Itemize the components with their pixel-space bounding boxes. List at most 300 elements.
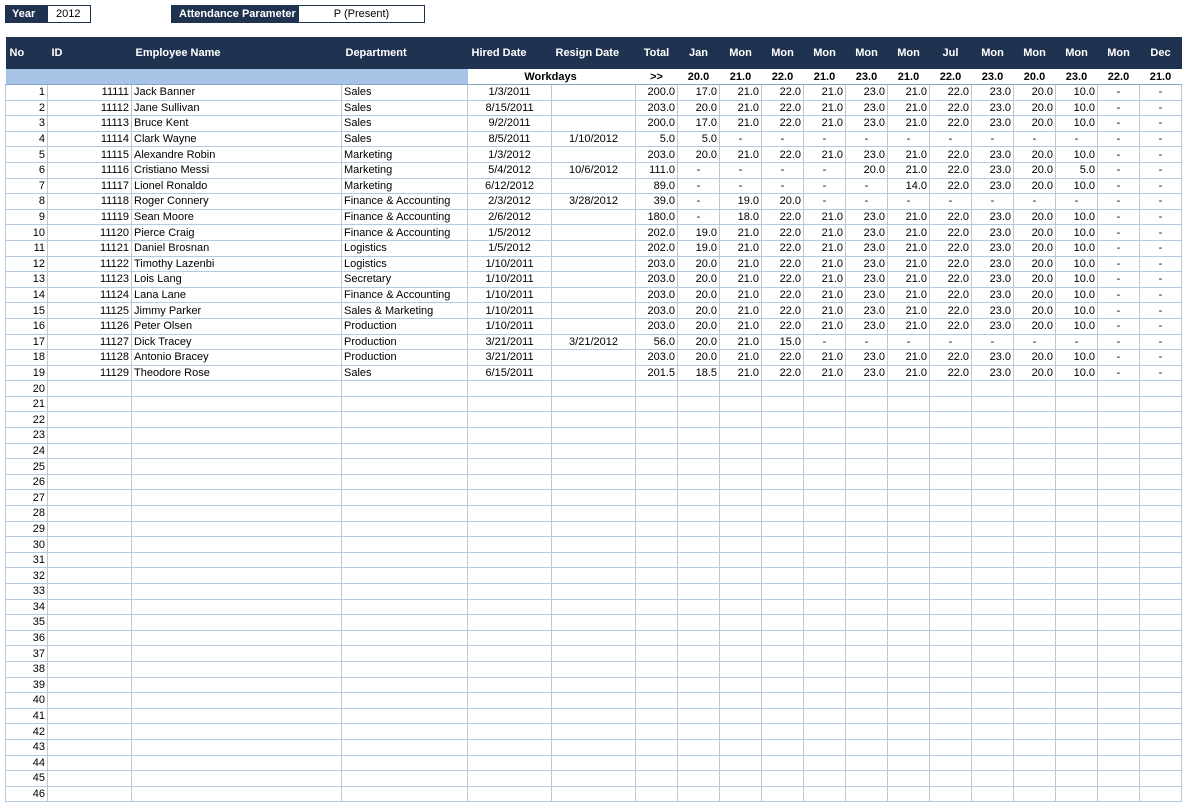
- empty-cell[interactable]: [930, 786, 972, 802]
- empty-cell[interactable]: [552, 693, 636, 709]
- employee-id-cell[interactable]: 11112: [48, 100, 132, 116]
- empty-cell[interactable]: [762, 677, 804, 693]
- total-cell[interactable]: 203.0: [636, 350, 678, 366]
- empty-cell[interactable]: [342, 396, 468, 412]
- month-cell[interactable]: 10.0: [1056, 303, 1098, 319]
- empty-cell[interactable]: [132, 661, 342, 677]
- month-cell[interactable]: 10.0: [1056, 209, 1098, 225]
- workdays-cell[interactable]: 22.0: [930, 69, 972, 85]
- empty-cell[interactable]: [972, 771, 1014, 787]
- month-cell[interactable]: -: [1098, 162, 1140, 178]
- empty-cell[interactable]: [762, 521, 804, 537]
- empty-cell[interactable]: [930, 568, 972, 584]
- month-cell[interactable]: 23.0: [846, 287, 888, 303]
- hired-date-cell[interactable]: 5/4/2012: [468, 162, 552, 178]
- empty-cell[interactable]: [804, 646, 846, 662]
- empty-cell[interactable]: [552, 474, 636, 490]
- empty-cell[interactable]: [636, 739, 678, 755]
- workdays-cell[interactable]: 21.0: [888, 69, 930, 85]
- empty-cell[interactable]: [468, 661, 552, 677]
- empty-cell[interactable]: [48, 786, 132, 802]
- empty-cell[interactable]: [846, 615, 888, 631]
- empty-cell[interactable]: [762, 381, 804, 397]
- month-cell[interactable]: 21.0: [804, 100, 846, 116]
- resign-date-cell[interactable]: [552, 350, 636, 366]
- empty-cell[interactable]: [1098, 786, 1140, 802]
- empty-cell[interactable]: [48, 599, 132, 615]
- empty-cell[interactable]: [678, 630, 720, 646]
- resign-date-cell[interactable]: [552, 240, 636, 256]
- row-number-cell[interactable]: 6: [6, 162, 48, 178]
- empty-cell[interactable]: [342, 381, 468, 397]
- empty-cell[interactable]: [342, 584, 468, 600]
- resign-date-cell[interactable]: [552, 303, 636, 319]
- empty-cell[interactable]: [972, 646, 1014, 662]
- row-number-cell[interactable]: 26: [6, 474, 48, 490]
- empty-cell[interactable]: [342, 506, 468, 522]
- employee-name-cell[interactable]: Jane Sullivan: [132, 100, 342, 116]
- month-cell[interactable]: -: [1098, 131, 1140, 147]
- empty-cell[interactable]: [762, 428, 804, 444]
- header-cell[interactable]: Resign Date: [552, 37, 636, 69]
- empty-cell[interactable]: [678, 381, 720, 397]
- employee-name-cell[interactable]: Roger Connery: [132, 194, 342, 210]
- empty-cell[interactable]: [468, 552, 552, 568]
- empty-cell[interactable]: [1140, 615, 1182, 631]
- empty-cell[interactable]: [1098, 490, 1140, 506]
- month-cell[interactable]: 23.0: [972, 272, 1014, 288]
- month-cell[interactable]: 21.0: [888, 209, 930, 225]
- employee-id-cell[interactable]: 11120: [48, 225, 132, 241]
- empty-cell[interactable]: [1056, 630, 1098, 646]
- empty-cell[interactable]: [132, 490, 342, 506]
- month-cell[interactable]: 20.0: [1014, 318, 1056, 334]
- empty-cell[interactable]: [552, 771, 636, 787]
- month-cell[interactable]: -: [1098, 225, 1140, 241]
- resign-date-cell[interactable]: [552, 365, 636, 381]
- resign-date-cell[interactable]: [552, 178, 636, 194]
- empty-cell[interactable]: [552, 584, 636, 600]
- empty-cell[interactable]: [972, 381, 1014, 397]
- empty-cell[interactable]: [888, 490, 930, 506]
- row-number-cell[interactable]: 46: [6, 786, 48, 802]
- month-cell[interactable]: 20.0: [678, 287, 720, 303]
- empty-cell[interactable]: [804, 771, 846, 787]
- empty-cell[interactable]: [1140, 693, 1182, 709]
- empty-cell[interactable]: [972, 661, 1014, 677]
- empty-cell[interactable]: [1014, 490, 1056, 506]
- empty-cell[interactable]: [132, 646, 342, 662]
- month-cell[interactable]: 23.0: [972, 85, 1014, 101]
- empty-cell[interactable]: [48, 459, 132, 475]
- empty-cell[interactable]: [804, 739, 846, 755]
- empty-cell[interactable]: [636, 474, 678, 490]
- total-cell[interactable]: 201.5: [636, 365, 678, 381]
- month-cell[interactable]: -: [804, 131, 846, 147]
- month-cell[interactable]: 21.0: [804, 209, 846, 225]
- month-cell[interactable]: -: [1098, 194, 1140, 210]
- empty-cell[interactable]: [1098, 474, 1140, 490]
- empty-cell[interactable]: [342, 599, 468, 615]
- empty-cell[interactable]: [552, 599, 636, 615]
- empty-cell[interactable]: [804, 428, 846, 444]
- row-number-cell[interactable]: 23: [6, 428, 48, 444]
- empty-cell[interactable]: [1014, 428, 1056, 444]
- resign-date-cell[interactable]: [552, 287, 636, 303]
- empty-cell[interactable]: [552, 568, 636, 584]
- empty-cell[interactable]: [468, 771, 552, 787]
- empty-cell[interactable]: [132, 786, 342, 802]
- empty-cell[interactable]: [1140, 661, 1182, 677]
- month-cell[interactable]: -: [804, 178, 846, 194]
- empty-cell[interactable]: [720, 396, 762, 412]
- month-cell[interactable]: 22.0: [930, 272, 972, 288]
- month-cell[interactable]: -: [888, 334, 930, 350]
- month-cell[interactable]: 21.0: [888, 100, 930, 116]
- empty-cell[interactable]: [972, 584, 1014, 600]
- empty-cell[interactable]: [1014, 521, 1056, 537]
- month-cell[interactable]: 20.0: [1014, 256, 1056, 272]
- empty-cell[interactable]: [678, 552, 720, 568]
- empty-cell[interactable]: [468, 786, 552, 802]
- empty-cell[interactable]: [636, 396, 678, 412]
- month-cell[interactable]: 22.0: [762, 225, 804, 241]
- workdays-cell[interactable]: 20.0: [1014, 69, 1056, 85]
- row-number-cell[interactable]: 44: [6, 755, 48, 771]
- empty-cell[interactable]: [930, 771, 972, 787]
- resign-date-cell[interactable]: [552, 147, 636, 163]
- month-cell[interactable]: -: [1140, 100, 1182, 116]
- empty-cell[interactable]: [1140, 521, 1182, 537]
- total-cell[interactable]: 5.0: [636, 131, 678, 147]
- workdays-cell[interactable]: 20.0: [678, 69, 720, 85]
- empty-cell[interactable]: [678, 724, 720, 740]
- workdays-cell[interactable]: 23.0: [972, 69, 1014, 85]
- empty-cell[interactable]: [762, 615, 804, 631]
- empty-cell[interactable]: [1140, 506, 1182, 522]
- empty-cell[interactable]: [1140, 677, 1182, 693]
- month-cell[interactable]: 20.0: [1014, 272, 1056, 288]
- empty-cell[interactable]: [552, 552, 636, 568]
- empty-cell[interactable]: [678, 537, 720, 553]
- empty-cell[interactable]: [930, 396, 972, 412]
- month-cell[interactable]: 22.0: [762, 240, 804, 256]
- empty-cell[interactable]: [1014, 786, 1056, 802]
- empty-cell[interactable]: [1056, 521, 1098, 537]
- empty-cell[interactable]: [552, 630, 636, 646]
- empty-cell[interactable]: [1056, 568, 1098, 584]
- row-number-cell[interactable]: 40: [6, 693, 48, 709]
- month-cell[interactable]: 22.0: [762, 287, 804, 303]
- month-cell[interactable]: 20.0: [678, 272, 720, 288]
- empty-cell[interactable]: [888, 661, 930, 677]
- month-cell[interactable]: -: [678, 194, 720, 210]
- row-number-cell[interactable]: 17: [6, 334, 48, 350]
- workdays-arrow[interactable]: >>: [636, 69, 678, 85]
- month-cell[interactable]: 5.0: [678, 131, 720, 147]
- month-cell[interactable]: -: [1014, 131, 1056, 147]
- empty-cell[interactable]: [1098, 630, 1140, 646]
- month-cell[interactable]: 23.0: [972, 240, 1014, 256]
- month-cell[interactable]: -: [1140, 194, 1182, 210]
- empty-cell[interactable]: [846, 428, 888, 444]
- month-cell[interactable]: -: [1098, 334, 1140, 350]
- empty-cell[interactable]: [552, 708, 636, 724]
- row-number-cell[interactable]: 5: [6, 147, 48, 163]
- empty-cell[interactable]: [720, 786, 762, 802]
- empty-cell[interactable]: [48, 443, 132, 459]
- empty-cell[interactable]: [678, 677, 720, 693]
- empty-cell[interactable]: [468, 459, 552, 475]
- month-cell[interactable]: 21.0: [720, 334, 762, 350]
- empty-cell[interactable]: [888, 646, 930, 662]
- empty-cell[interactable]: [636, 428, 678, 444]
- empty-cell[interactable]: [468, 396, 552, 412]
- empty-cell[interactable]: [1056, 599, 1098, 615]
- month-cell[interactable]: 20.0: [1014, 162, 1056, 178]
- month-cell[interactable]: -: [846, 131, 888, 147]
- month-cell[interactable]: 10.0: [1056, 100, 1098, 116]
- month-cell[interactable]: -: [1098, 365, 1140, 381]
- empty-cell[interactable]: [1140, 786, 1182, 802]
- empty-cell[interactable]: [1098, 584, 1140, 600]
- empty-cell[interactable]: [930, 490, 972, 506]
- empty-cell[interactable]: [1056, 506, 1098, 522]
- empty-cell[interactable]: [636, 708, 678, 724]
- month-cell[interactable]: -: [846, 334, 888, 350]
- empty-cell[interactable]: [678, 615, 720, 631]
- empty-cell[interactable]: [720, 459, 762, 475]
- empty-cell[interactable]: [48, 521, 132, 537]
- empty-cell[interactable]: [342, 428, 468, 444]
- empty-cell[interactable]: [1140, 474, 1182, 490]
- empty-cell[interactable]: [888, 552, 930, 568]
- empty-cell[interactable]: [972, 708, 1014, 724]
- empty-cell[interactable]: [1056, 646, 1098, 662]
- empty-cell[interactable]: [636, 521, 678, 537]
- employee-name-cell[interactable]: Theodore Rose: [132, 365, 342, 381]
- month-cell[interactable]: -: [1140, 209, 1182, 225]
- empty-cell[interactable]: [930, 693, 972, 709]
- empty-cell[interactable]: [930, 677, 972, 693]
- empty-cell[interactable]: [1014, 615, 1056, 631]
- empty-cell[interactable]: [1014, 459, 1056, 475]
- month-cell[interactable]: 21.0: [720, 147, 762, 163]
- empty-cell[interactable]: [930, 599, 972, 615]
- empty-cell[interactable]: [1014, 568, 1056, 584]
- empty-cell[interactable]: [1140, 459, 1182, 475]
- empty-cell[interactable]: [1014, 661, 1056, 677]
- employee-name-cell[interactable]: Bruce Kent: [132, 116, 342, 132]
- empty-cell[interactable]: [972, 615, 1014, 631]
- empty-cell[interactable]: [720, 537, 762, 553]
- month-cell[interactable]: 22.0: [930, 365, 972, 381]
- row-number-cell[interactable]: 34: [6, 599, 48, 615]
- empty-cell[interactable]: [1056, 443, 1098, 459]
- empty-cell[interactable]: [636, 786, 678, 802]
- hired-date-cell[interactable]: 2/3/2012: [468, 194, 552, 210]
- row-number-cell[interactable]: 12: [6, 256, 48, 272]
- empty-cell[interactable]: [132, 771, 342, 787]
- month-cell[interactable]: 23.0: [846, 100, 888, 116]
- empty-cell[interactable]: [720, 708, 762, 724]
- empty-cell[interactable]: [1140, 708, 1182, 724]
- empty-cell[interactable]: [678, 412, 720, 428]
- empty-cell[interactable]: [930, 724, 972, 740]
- employee-id-cell[interactable]: 11114: [48, 131, 132, 147]
- month-cell[interactable]: 10.0: [1056, 178, 1098, 194]
- month-cell[interactable]: 23.0: [846, 116, 888, 132]
- month-cell[interactable]: 21.0: [804, 303, 846, 319]
- empty-cell[interactable]: [846, 661, 888, 677]
- month-cell[interactable]: -: [1098, 209, 1140, 225]
- empty-cell[interactable]: [468, 537, 552, 553]
- month-cell[interactable]: 23.0: [846, 147, 888, 163]
- empty-cell[interactable]: [1098, 739, 1140, 755]
- department-cell[interactable]: Finance & Accounting: [342, 287, 468, 303]
- empty-cell[interactable]: [720, 724, 762, 740]
- empty-cell[interactable]: [48, 474, 132, 490]
- month-cell[interactable]: 23.0: [846, 303, 888, 319]
- empty-cell[interactable]: [804, 552, 846, 568]
- empty-cell[interactable]: [720, 677, 762, 693]
- empty-cell[interactable]: [342, 646, 468, 662]
- empty-cell[interactable]: [930, 661, 972, 677]
- empty-cell[interactable]: [48, 537, 132, 553]
- empty-cell[interactable]: [636, 443, 678, 459]
- month-cell[interactable]: 22.0: [762, 350, 804, 366]
- month-cell[interactable]: -: [1140, 162, 1182, 178]
- month-cell[interactable]: -: [1140, 287, 1182, 303]
- row-number-cell[interactable]: 13: [6, 272, 48, 288]
- month-cell[interactable]: 23.0: [972, 116, 1014, 132]
- empty-cell[interactable]: [552, 537, 636, 553]
- empty-cell[interactable]: [930, 521, 972, 537]
- month-cell[interactable]: 17.0: [678, 85, 720, 101]
- department-cell[interactable]: Sales & Marketing: [342, 303, 468, 319]
- total-cell[interactable]: 203.0: [636, 287, 678, 303]
- empty-cell[interactable]: [48, 708, 132, 724]
- hired-date-cell[interactable]: 1/3/2012: [468, 147, 552, 163]
- month-cell[interactable]: -: [1056, 194, 1098, 210]
- empty-cell[interactable]: [972, 599, 1014, 615]
- empty-cell[interactable]: [636, 677, 678, 693]
- month-cell[interactable]: 21.0: [804, 272, 846, 288]
- empty-cell[interactable]: [846, 771, 888, 787]
- empty-cell[interactable]: [342, 771, 468, 787]
- empty-cell[interactable]: [1014, 630, 1056, 646]
- department-cell[interactable]: Marketing: [342, 162, 468, 178]
- empty-cell[interactable]: [804, 459, 846, 475]
- month-cell[interactable]: 22.0: [930, 116, 972, 132]
- empty-cell[interactable]: [762, 599, 804, 615]
- employee-name-cell[interactable]: Lana Lane: [132, 287, 342, 303]
- month-cell[interactable]: -: [930, 131, 972, 147]
- empty-cell[interactable]: [720, 474, 762, 490]
- workdays-cell[interactable]: 22.0: [762, 69, 804, 85]
- empty-cell[interactable]: [1098, 724, 1140, 740]
- empty-cell[interactable]: [132, 630, 342, 646]
- empty-cell[interactable]: [930, 584, 972, 600]
- empty-cell[interactable]: [1014, 724, 1056, 740]
- empty-cell[interactable]: [846, 459, 888, 475]
- empty-cell[interactable]: [468, 677, 552, 693]
- empty-cell[interactable]: [720, 428, 762, 444]
- empty-cell[interactable]: [552, 521, 636, 537]
- month-cell[interactable]: -: [1098, 272, 1140, 288]
- month-cell[interactable]: -: [1140, 85, 1182, 101]
- empty-cell[interactable]: [930, 630, 972, 646]
- total-cell[interactable]: 203.0: [636, 303, 678, 319]
- month-cell[interactable]: 23.0: [846, 85, 888, 101]
- empty-cell[interactable]: [888, 615, 930, 631]
- hired-date-cell[interactable]: 1/10/2011: [468, 303, 552, 319]
- empty-cell[interactable]: [1140, 599, 1182, 615]
- empty-cell[interactable]: [846, 739, 888, 755]
- row-number-cell[interactable]: 43: [6, 739, 48, 755]
- month-cell[interactable]: 23.0: [846, 240, 888, 256]
- empty-cell[interactable]: [1014, 646, 1056, 662]
- empty-cell[interactable]: [552, 786, 636, 802]
- month-cell[interactable]: -: [1140, 350, 1182, 366]
- month-cell[interactable]: 22.0: [762, 318, 804, 334]
- month-cell[interactable]: -: [1098, 116, 1140, 132]
- month-cell[interactable]: -: [720, 131, 762, 147]
- empty-cell[interactable]: [804, 584, 846, 600]
- empty-cell[interactable]: [888, 568, 930, 584]
- empty-cell[interactable]: [48, 771, 132, 787]
- empty-cell[interactable]: [1098, 412, 1140, 428]
- empty-cell[interactable]: [48, 677, 132, 693]
- month-cell[interactable]: 22.0: [930, 178, 972, 194]
- empty-cell[interactable]: [1056, 428, 1098, 444]
- employee-name-cell[interactable]: Daniel Brosnan: [132, 240, 342, 256]
- month-cell[interactable]: 23.0: [972, 318, 1014, 334]
- resign-date-cell[interactable]: 3/28/2012: [552, 194, 636, 210]
- month-cell[interactable]: 10.0: [1056, 240, 1098, 256]
- month-cell[interactable]: 22.0: [762, 303, 804, 319]
- header-cell[interactable]: Mon: [1098, 37, 1140, 69]
- month-cell[interactable]: 21.0: [888, 256, 930, 272]
- month-cell[interactable]: -: [1098, 178, 1140, 194]
- resign-date-cell[interactable]: [552, 256, 636, 272]
- empty-cell[interactable]: [720, 661, 762, 677]
- month-cell[interactable]: 21.0: [720, 303, 762, 319]
- resign-date-cell[interactable]: [552, 272, 636, 288]
- empty-cell[interactable]: [1014, 412, 1056, 428]
- month-cell[interactable]: 22.0: [930, 240, 972, 256]
- month-cell[interactable]: 22.0: [762, 209, 804, 225]
- month-cell[interactable]: -: [1014, 194, 1056, 210]
- empty-cell[interactable]: [1014, 443, 1056, 459]
- month-cell[interactable]: -: [1140, 303, 1182, 319]
- row-number-cell[interactable]: 28: [6, 506, 48, 522]
- row-number-cell[interactable]: 15: [6, 303, 48, 319]
- row-number-cell[interactable]: 14: [6, 287, 48, 303]
- hired-date-cell[interactable]: 3/21/2011: [468, 334, 552, 350]
- row-number-cell[interactable]: 32: [6, 568, 48, 584]
- empty-cell[interactable]: [846, 724, 888, 740]
- month-cell[interactable]: 21.0: [804, 225, 846, 241]
- empty-cell[interactable]: [1140, 630, 1182, 646]
- empty-cell[interactable]: [846, 521, 888, 537]
- empty-cell[interactable]: [132, 459, 342, 475]
- empty-cell[interactable]: [972, 443, 1014, 459]
- workdays-label[interactable]: Workdays: [468, 69, 636, 85]
- empty-cell[interactable]: [720, 739, 762, 755]
- workdays-cell[interactable]: 21.0: [720, 69, 762, 85]
- empty-cell[interactable]: [888, 677, 930, 693]
